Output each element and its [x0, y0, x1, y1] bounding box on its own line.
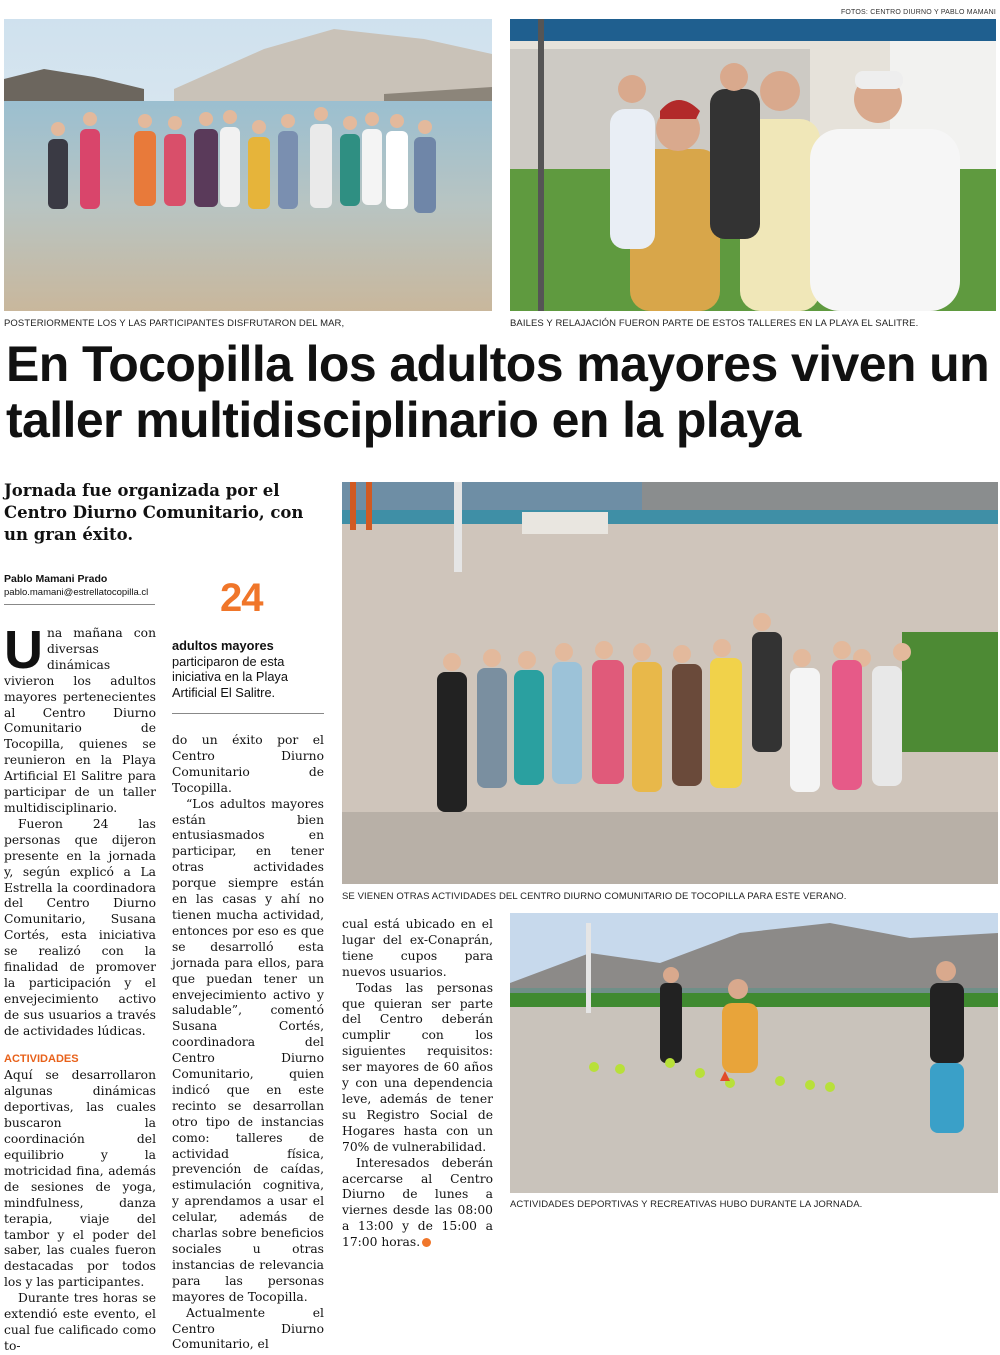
body-column-3: [342, 917, 493, 1251]
end-mark-icon: [422, 1238, 431, 1247]
sports-photo-image: [510, 913, 998, 1193]
beach-photo: [4, 19, 492, 311]
paragraph: Fueron 24 las personas que dijeron presente en la jornada y, según explicó a La Estrella la coordinadora del Centro Diurno Comunitario, Susana Cortés, esta iniciativa se realizó con la finalidad de promover la participación y el envejecimiento activo de sus usuarios a través de actividades lúdicas.: [4, 816, 156, 1038]
paragraph: Todas las personas que quieran ser parte del Centro deberán cumplir con los siguientes requisitos: ser mayores de 60 años y con una dependencia leve, además de tener su Registro Social de Hogares hasta con un 70% de vulnerabilidad.: [342, 980, 493, 1154]
dance-photo-caption: BAILES Y RELAJACIÓN FUERON PARTE DE ESTOS TALLERES EN LA PLAYA EL SALITRE.: [510, 318, 919, 329]
author-byline: [4, 573, 148, 599]
author-name: Pablo Mamani Prado: [4, 573, 108, 585]
sports-photo: [510, 913, 998, 1193]
paragraph: do un éxito por el Centro Diurno Comunitario de Tocopilla.: [172, 733, 324, 795]
dropcap: U: [4, 620, 43, 680]
paragraph: [342, 1156, 493, 1251]
paragraph: “Los adultos mayores están bien entusiasmados en participar, en tener otras actividades porque siempre están en las casas y ahí no tienen mucha actividad, entonces por eso es que se desarrolló esta jornada para ellos, para que puedan tener un envejecimiento activo y saludable”, comentó Susana Cortés, coordinadora del Centro Diurno Comunitario, quien indicó que en este recinto se desarrollan otro tipo de instancias como: talleres de actividad física, prevención de caídas, estimulación cognitiva, y aprendamos a usar el celular, además de charlas sobre beneficios sociales u otras instancias de relevancia para las personas mayores de Tocopilla.: [172, 796, 324, 1304]
paragraph-text: na mañana con diversas dinámicas vivieron los adultos mayores pertenecientes al Centro Diurno Comunitario de Tocopilla, quienes se reunieron en la Playa Artificial El Salitre para participar de un taller multidisciplinario.: [4, 626, 156, 815]
dance-photo: [510, 19, 996, 311]
paragraph: cual está ubicado en el lugar del ex-Conaprán, tiene cupos para nuevos usuarios.: [342, 917, 493, 979]
paragraph: [4, 620, 156, 817]
body-column-2: [172, 733, 324, 1353]
sports-photo-caption: ACTIVIDADES DEPORTIVAS Y RECREATIVAS HUBO DURANTE LA JORNADA.: [510, 1199, 863, 1210]
photo-credit: FOTOS: CENTRO DIURNO Y PABLO MAMANI: [840, 9, 996, 16]
beach-photo-image: [4, 19, 492, 311]
beach-photo-caption: POSTERIORMENTE LOS Y LAS PARTICIPANTES DISFRUTARON DEL MAR,: [4, 318, 345, 329]
highlight-rest: participaron de esta iniciativa en la Playa Artificial El Salitre.: [172, 653, 288, 700]
highlight-bold: adultos mayores: [172, 638, 274, 653]
subhead: Jornada fue organizada por el Centro Diurno Comunitario, con un gran éxito.: [4, 481, 304, 544]
body-column-1: [4, 620, 156, 1355]
highlight-number: 24: [220, 576, 263, 620]
section-heading: ACTIVIDADES: [4, 1052, 79, 1065]
paragraph: Actualmente el Centro Diurno Comunitario, el: [172, 1305, 324, 1352]
group-photo-caption: SE VIENEN OTRAS ACTIVIDADES DEL CENTRO DIURNO COMUNITARIO DE TOCOPILLA PARA ESTE VERANO.: [342, 891, 847, 902]
author-email[interactable]: pablo.mamani@estrellatocopilla.cl: [4, 587, 149, 598]
group-photo-image: [342, 482, 998, 884]
byline-rule: [4, 604, 155, 605]
headline: En Tocopilla los adultos mayores viven un taller multidisciplinario en la playa: [6, 336, 990, 448]
highlight-rule: [172, 713, 324, 714]
dance-photo-image: [510, 19, 996, 311]
paragraph: Aquí se desarrollaron algunas dinámicas deportivas, las cuales buscaron la coordinación del equilibrio y la motricidad fina, además de sesiones de yoga, mindfulness, danza terapia, viaje del tambor y el poder del saber, las cuales fueron destacadas por todos los y las participantes.: [4, 1068, 156, 1290]
highlight-text: [172, 638, 326, 700]
paragraph-text: Interesados deberán acercarse al Centro Diurno de lunes a viernes desde las 08:00 a 13:00 y de 15:00 a 17:00 horas.: [342, 1155, 493, 1250]
paragraph: Durante tres horas se extendió este evento, el cual fue calificado como to-: [4, 1291, 156, 1353]
group-photo: [342, 482, 998, 884]
